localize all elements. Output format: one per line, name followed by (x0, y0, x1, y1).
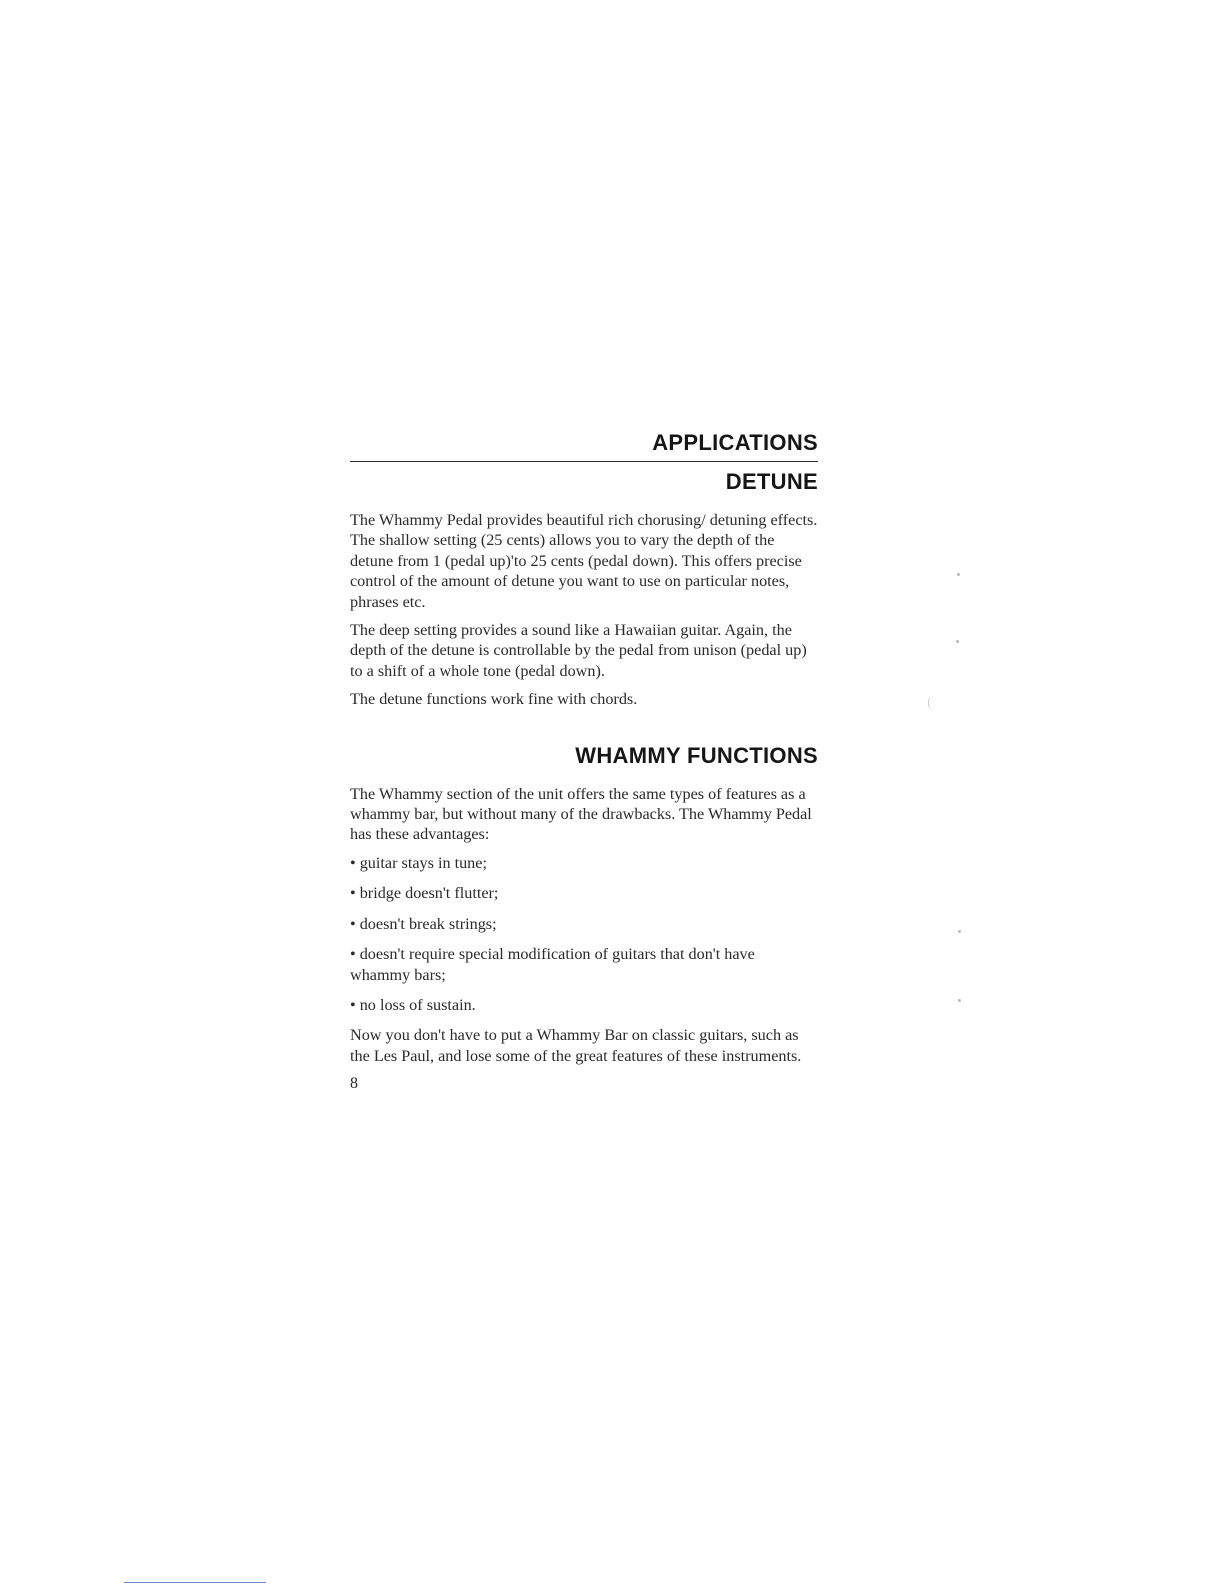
advantage-item: • doesn't break strings; (350, 914, 497, 933)
advantage-item: • bridge doesn't flutter; (350, 884, 499, 903)
subheading-whammy-functions: WHAMMY FUNCTIONS (575, 742, 818, 768)
bottom-link-underline (124, 1582, 266, 1583)
closing-paragraph: Now you don't have to put a Whammy Bar on classic guitars, such as the Les Paul, and lose some of the great features of these instruments. (350, 1026, 802, 1065)
heading-rule (350, 461, 818, 462)
advantages-list (350, 853, 818, 1015)
advantage-item: • doesn't require special modification of guitars that don't have whammy bars; (350, 945, 755, 984)
detune-paragraph-1: The Whammy Pedal provides beautiful rich chorusing/ detuning effects. The shallow setting (25 cents) allows you to vary the depth of the detune from 1 (pedal up)'to 25 cents (pedal down). This offers precise control of the amount of detune you want to use on particular notes, phrases etc. (350, 511, 818, 611)
scan-speck (957, 573, 960, 576)
subheading-detune: DETUNE (725, 469, 818, 494)
detune-paragraph-2: The deep setting provides a sound like a Hawaiian guitar. Again, the depth of the detune is controllable by the pedal from unison (pedal up) to a shift of a whole tone (pedal down). (350, 621, 807, 680)
scan-mark (928, 696, 935, 710)
scan-speck (958, 930, 961, 933)
advantage-item: • guitar stays in tune; (350, 853, 487, 872)
advantage-item: • no loss of sustain. (350, 995, 476, 1014)
scan-speck (956, 640, 959, 643)
section-heading-applications: APPLICATIONS (652, 430, 818, 455)
detune-paragraph-3: The detune functions work fine with chords. (350, 690, 638, 709)
manual-page (350, 428, 818, 1094)
page-number: 8 (350, 1075, 358, 1093)
whammy-intro-paragraph: The Whammy section of the unit offers the same types of features as a whammy bar, but without many of the drawbacks. The Whammy Pedal has these advantages: (350, 784, 812, 844)
scan-speck (958, 999, 961, 1002)
